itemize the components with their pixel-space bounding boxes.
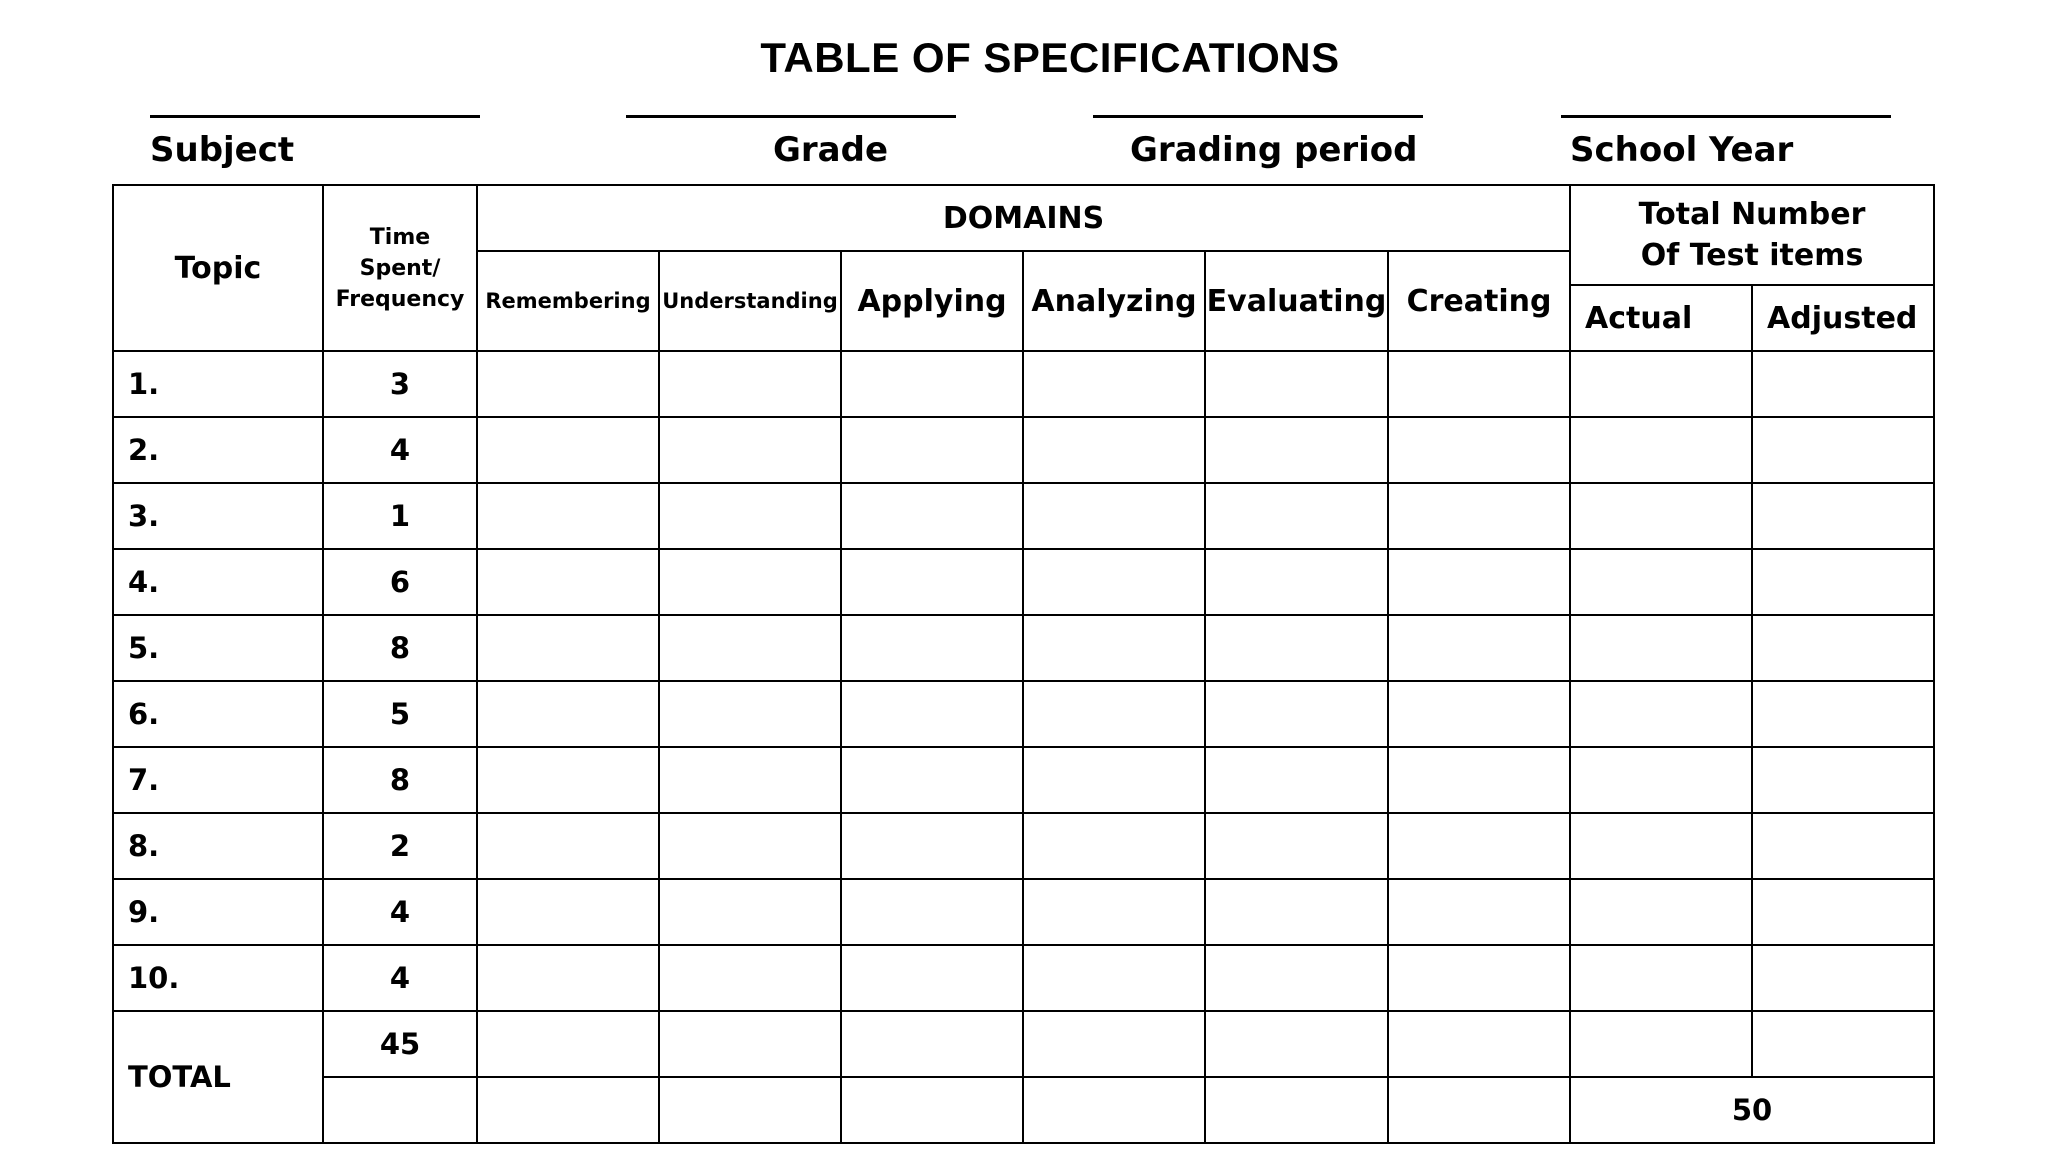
- domains-header: DOMAINS: [477, 185, 1570, 251]
- time-cell: 1: [323, 483, 477, 549]
- topic-cell: 9.: [113, 879, 323, 945]
- actual-cell[interactable]: [1570, 747, 1752, 813]
- remembering-cell[interactable]: [477, 681, 659, 747]
- subject-line[interactable]: [150, 115, 480, 118]
- total-cell-remembering[interactable]: [477, 1011, 659, 1077]
- analyzing-cell[interactable]: [1023, 351, 1205, 417]
- topic-cell: 6.: [113, 681, 323, 747]
- creating-cell[interactable]: [1388, 879, 1570, 945]
- topic-cell: 8.: [113, 813, 323, 879]
- applying-cell[interactable]: [841, 483, 1023, 549]
- domain-evaluating: Evaluating: [1205, 251, 1388, 351]
- understanding-cell[interactable]: [659, 549, 841, 615]
- evaluating-cell[interactable]: [1205, 615, 1388, 681]
- total-cell-adjusted[interactable]: [1752, 1011, 1934, 1077]
- adjusted-cell[interactable]: [1752, 351, 1934, 417]
- table-row: [113, 417, 1934, 483]
- total-row2-applying[interactable]: [841, 1077, 1023, 1143]
- total-items-header: [1570, 185, 1934, 285]
- topic-cell: 3.: [113, 483, 323, 549]
- applying-cell[interactable]: [841, 747, 1023, 813]
- remembering-cell[interactable]: [477, 417, 659, 483]
- analyzing-cell[interactable]: [1023, 747, 1205, 813]
- total-label: TOTAL: [113, 1011, 323, 1143]
- topic-cell: 5.: [113, 615, 323, 681]
- table-row: [113, 351, 1934, 417]
- total-cell-creating[interactable]: [1388, 1011, 1570, 1077]
- creating-cell[interactable]: [1388, 351, 1570, 417]
- total-items-line-1: Total Number: [1638, 197, 1866, 232]
- total-cell-evaluating[interactable]: [1205, 1011, 1388, 1077]
- remembering-cell[interactable]: [477, 813, 659, 879]
- actual-cell[interactable]: [1570, 813, 1752, 879]
- adjusted-cell[interactable]: [1752, 813, 1934, 879]
- analyzing-cell[interactable]: [1023, 681, 1205, 747]
- specifications-table: [112, 184, 1935, 1144]
- grading-period-label: Grading period: [1130, 130, 1418, 170]
- creating-cell[interactable]: [1388, 681, 1570, 747]
- analyzing-cell[interactable]: [1023, 615, 1205, 681]
- total-row2-evaluating[interactable]: [1205, 1077, 1388, 1143]
- total-items-line-2: Of Test items: [1640, 238, 1864, 273]
- time-cell: 8: [323, 747, 477, 813]
- evaluating-cell[interactable]: [1205, 813, 1388, 879]
- adjusted-cell[interactable]: [1752, 879, 1934, 945]
- remembering-cell[interactable]: [477, 879, 659, 945]
- analyzing-cell[interactable]: [1023, 945, 1205, 1011]
- grading-period-line[interactable]: [1093, 115, 1423, 118]
- page-title: TABLE OF SPECIFICATIONS: [760, 34, 1340, 81]
- total-row2-analyzing[interactable]: [1023, 1077, 1205, 1143]
- topic-cell: 7.: [113, 747, 323, 813]
- table-row: [113, 549, 1934, 615]
- time-cell: 4: [323, 879, 477, 945]
- creating-cell[interactable]: [1388, 813, 1570, 879]
- actual-cell[interactable]: [1570, 945, 1752, 1011]
- applying-cell[interactable]: [841, 417, 1023, 483]
- table-row: [113, 681, 1934, 747]
- analyzing-cell[interactable]: [1023, 417, 1205, 483]
- total-row2-creating[interactable]: [1388, 1077, 1570, 1143]
- topic-cell: 1.: [113, 351, 323, 417]
- analyzing-cell[interactable]: [1023, 483, 1205, 549]
- remembering-cell[interactable]: [477, 945, 659, 1011]
- total-cell-applying[interactable]: [841, 1011, 1023, 1077]
- time-spent-header: [323, 185, 477, 351]
- actual-cell[interactable]: [1570, 549, 1752, 615]
- time-cell: 3: [323, 351, 477, 417]
- total-cell-actual[interactable]: [1570, 1011, 1752, 1077]
- adjusted-cell[interactable]: [1752, 615, 1934, 681]
- evaluating-cell[interactable]: [1205, 351, 1388, 417]
- actual-header: Actual: [1570, 285, 1752, 351]
- remembering-cell[interactable]: [477, 549, 659, 615]
- domain-remembering: Remembering: [477, 251, 659, 351]
- items-total: 50: [1570, 1077, 1934, 1143]
- table-row: [113, 945, 1934, 1011]
- evaluating-cell[interactable]: [1205, 417, 1388, 483]
- applying-cell[interactable]: [841, 615, 1023, 681]
- table-row: [113, 483, 1934, 549]
- time-total: 45: [323, 1011, 477, 1077]
- time-cell: 4: [323, 417, 477, 483]
- understanding-cell[interactable]: [659, 945, 841, 1011]
- applying-cell[interactable]: [841, 351, 1023, 417]
- total-cell-analyzing[interactable]: [1023, 1011, 1205, 1077]
- creating-cell[interactable]: [1388, 615, 1570, 681]
- actual-cell[interactable]: [1570, 879, 1752, 945]
- table-row: [113, 615, 1934, 681]
- remembering-cell[interactable]: [477, 747, 659, 813]
- topic-cell: 4.: [113, 549, 323, 615]
- total-cell-understanding[interactable]: [659, 1011, 841, 1077]
- actual-cell[interactable]: [1570, 681, 1752, 747]
- time-cell: 5: [323, 681, 477, 747]
- time-cell: 4: [323, 945, 477, 1011]
- adjusted-cell[interactable]: [1752, 483, 1934, 549]
- adjusted-cell[interactable]: [1752, 945, 1934, 1011]
- adjusted-cell[interactable]: [1752, 549, 1934, 615]
- time-cell: 6: [323, 549, 477, 615]
- domain-analyzing: Analyzing: [1023, 251, 1205, 351]
- remembering-cell[interactable]: [477, 615, 659, 681]
- creating-cell[interactable]: [1388, 747, 1570, 813]
- understanding-cell[interactable]: [659, 417, 841, 483]
- understanding-cell[interactable]: [659, 351, 841, 417]
- topic-cell: 10.: [113, 945, 323, 1011]
- time-cell: 2: [323, 813, 477, 879]
- analyzing-cell[interactable]: [1023, 879, 1205, 945]
- subject-label: Subject: [150, 130, 295, 170]
- time-spent-line-3: Frequency: [335, 286, 465, 312]
- domain-creating: Creating: [1388, 251, 1570, 351]
- applying-cell[interactable]: [841, 813, 1023, 879]
- total-row2-understanding[interactable]: [659, 1077, 841, 1143]
- grade-label: Grade: [773, 130, 889, 170]
- topic-header: Topic: [113, 185, 323, 351]
- topic-cell: 2.: [113, 417, 323, 483]
- remembering-cell[interactable]: [477, 351, 659, 417]
- understanding-cell[interactable]: [659, 483, 841, 549]
- adjusted-cell[interactable]: [1752, 417, 1934, 483]
- creating-cell[interactable]: [1388, 945, 1570, 1011]
- evaluating-cell[interactable]: [1205, 945, 1388, 1011]
- applying-cell[interactable]: [841, 681, 1023, 747]
- table-row: [113, 813, 1934, 879]
- understanding-cell[interactable]: [659, 747, 841, 813]
- analyzing-cell[interactable]: [1023, 813, 1205, 879]
- applying-cell[interactable]: [841, 879, 1023, 945]
- understanding-cell[interactable]: [659, 879, 841, 945]
- domain-understanding: Understanding: [659, 251, 841, 351]
- actual-cell[interactable]: [1570, 483, 1752, 549]
- time-spent-line-1: Time: [369, 224, 431, 250]
- school-year-line[interactable]: [1561, 115, 1891, 118]
- adjusted-header: Adjusted: [1752, 285, 1934, 351]
- evaluating-cell[interactable]: [1205, 747, 1388, 813]
- time-spent-line-2: Spent/: [359, 255, 441, 281]
- table-row: [113, 879, 1934, 945]
- table-row: [113, 747, 1934, 813]
- total-row2-cell[interactable]: [323, 1077, 477, 1143]
- school-year-label: School Year: [1570, 130, 1794, 170]
- grade-line[interactable]: [626, 115, 956, 118]
- evaluating-cell[interactable]: [1205, 879, 1388, 945]
- adjusted-cell[interactable]: [1752, 681, 1934, 747]
- total-row2-remembering[interactable]: [477, 1077, 659, 1143]
- applying-cell[interactable]: [841, 945, 1023, 1011]
- creating-cell[interactable]: [1388, 483, 1570, 549]
- applying-cell[interactable]: [841, 549, 1023, 615]
- creating-cell[interactable]: [1388, 549, 1570, 615]
- evaluating-cell[interactable]: [1205, 483, 1388, 549]
- evaluating-cell[interactable]: [1205, 549, 1388, 615]
- adjusted-cell[interactable]: [1752, 747, 1934, 813]
- analyzing-cell[interactable]: [1023, 549, 1205, 615]
- evaluating-cell[interactable]: [1205, 681, 1388, 747]
- understanding-cell[interactable]: [659, 615, 841, 681]
- remembering-cell[interactable]: [477, 483, 659, 549]
- understanding-cell[interactable]: [659, 813, 841, 879]
- actual-cell[interactable]: [1570, 417, 1752, 483]
- time-cell: 8: [323, 615, 477, 681]
- actual-cell[interactable]: [1570, 351, 1752, 417]
- understanding-cell[interactable]: [659, 681, 841, 747]
- domain-applying: Applying: [841, 251, 1023, 351]
- actual-cell[interactable]: [1570, 615, 1752, 681]
- creating-cell[interactable]: [1388, 417, 1570, 483]
